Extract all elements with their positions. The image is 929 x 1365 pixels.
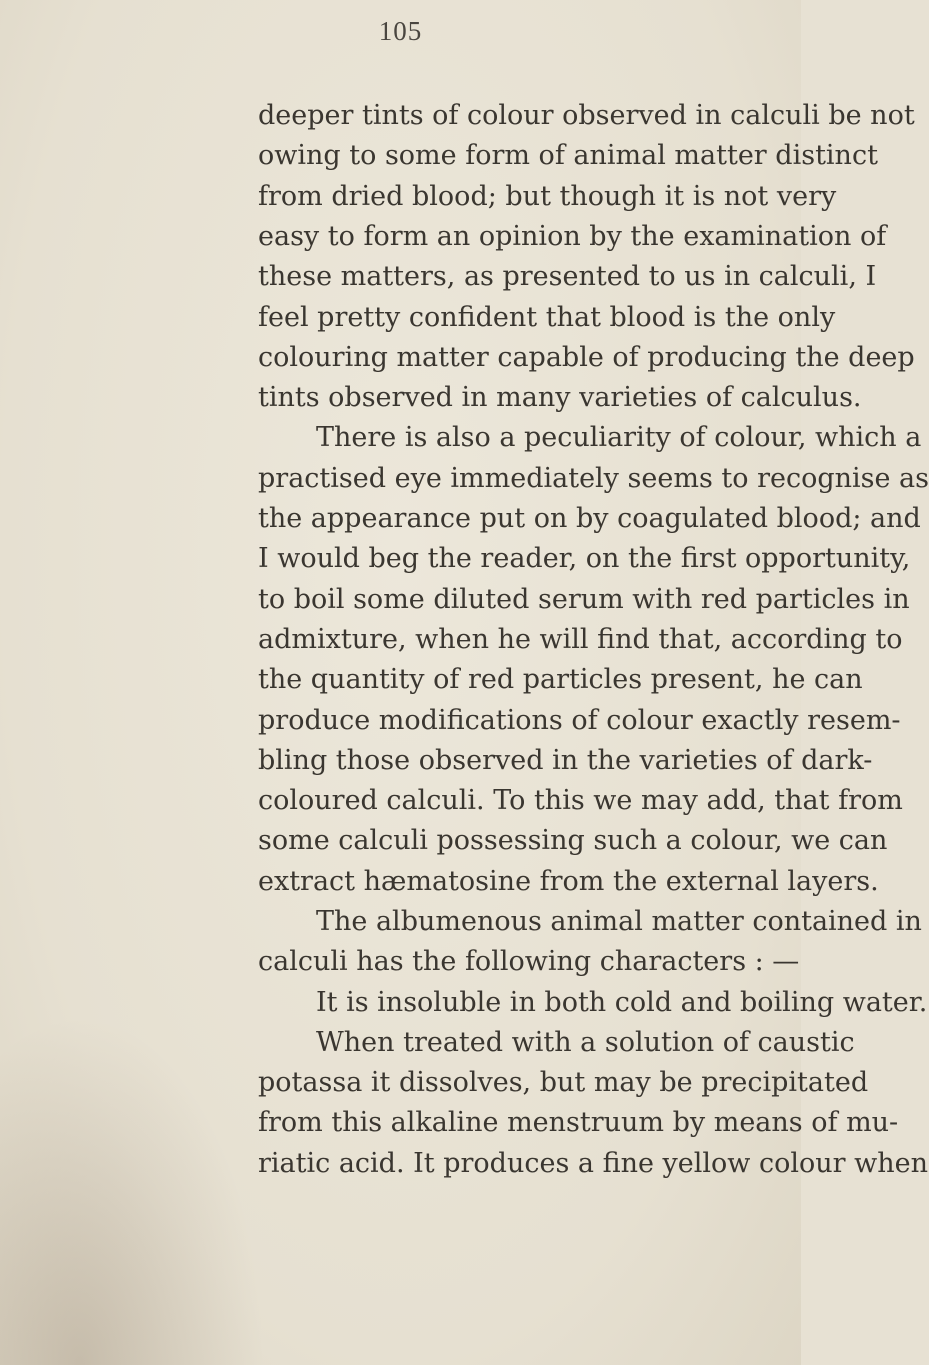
text-line: produce modifications of colour exactly resem- [258, 705, 901, 736]
page-number: 105 [378, 16, 423, 46]
text-line: The albumenous animal matter contained in [316, 906, 922, 937]
text-line: I would beg the reader, on the first opportunity, [258, 543, 911, 574]
text-line: to boil some diluted serum with red particles in [258, 584, 910, 615]
text-line: feel pretty confident that blood is the only [258, 302, 836, 333]
text-line: coloured calculi. To this we may add, that from [258, 785, 903, 816]
text-line: bling those observed in the varieties of dark- [258, 745, 873, 776]
text-line: It is insoluble in both cold and boiling water. [316, 987, 928, 1018]
text-line: some calculi possessing such a colour, we can [258, 825, 888, 856]
text-line: riatic acid. It produces a fine yellow colour when [258, 1148, 928, 1179]
text-line: owing to some form of animal matter distinct [258, 140, 878, 171]
text-line: admixture, when he will find that, according to [258, 624, 903, 655]
text-line: extract hæmatosine from the external layers. [258, 866, 879, 897]
text-line: tints observed in many varieties of calculus. [258, 382, 862, 413]
text-line: the appearance put on by coagulated blood; and [258, 503, 921, 534]
text-line: easy to form an opinion by the examination of [258, 221, 887, 252]
text-line: practised eye immediately seems to recognise as [258, 463, 929, 494]
text-line: When treated with a solution of caustic [316, 1027, 855, 1058]
text-line: potassa it dissolves, but may be precipitated [258, 1067, 869, 1098]
text-line: from dried blood; but though it is not very [258, 181, 837, 212]
text-line: colouring matter capable of producing the deep [258, 342, 915, 373]
text-line: the quantity of red particles present, he can [258, 664, 863, 695]
text-line: from this alkaline menstruum by means of mu- [258, 1107, 899, 1138]
text-line: There is also a peculiarity of colour, which a [316, 422, 922, 453]
text-line: these matters, as presented to us in calculi, I [258, 261, 877, 292]
text-line: deeper tints of colour observed in calculi be not [258, 100, 915, 131]
text-line: calculi has the following characters : — [258, 946, 800, 977]
